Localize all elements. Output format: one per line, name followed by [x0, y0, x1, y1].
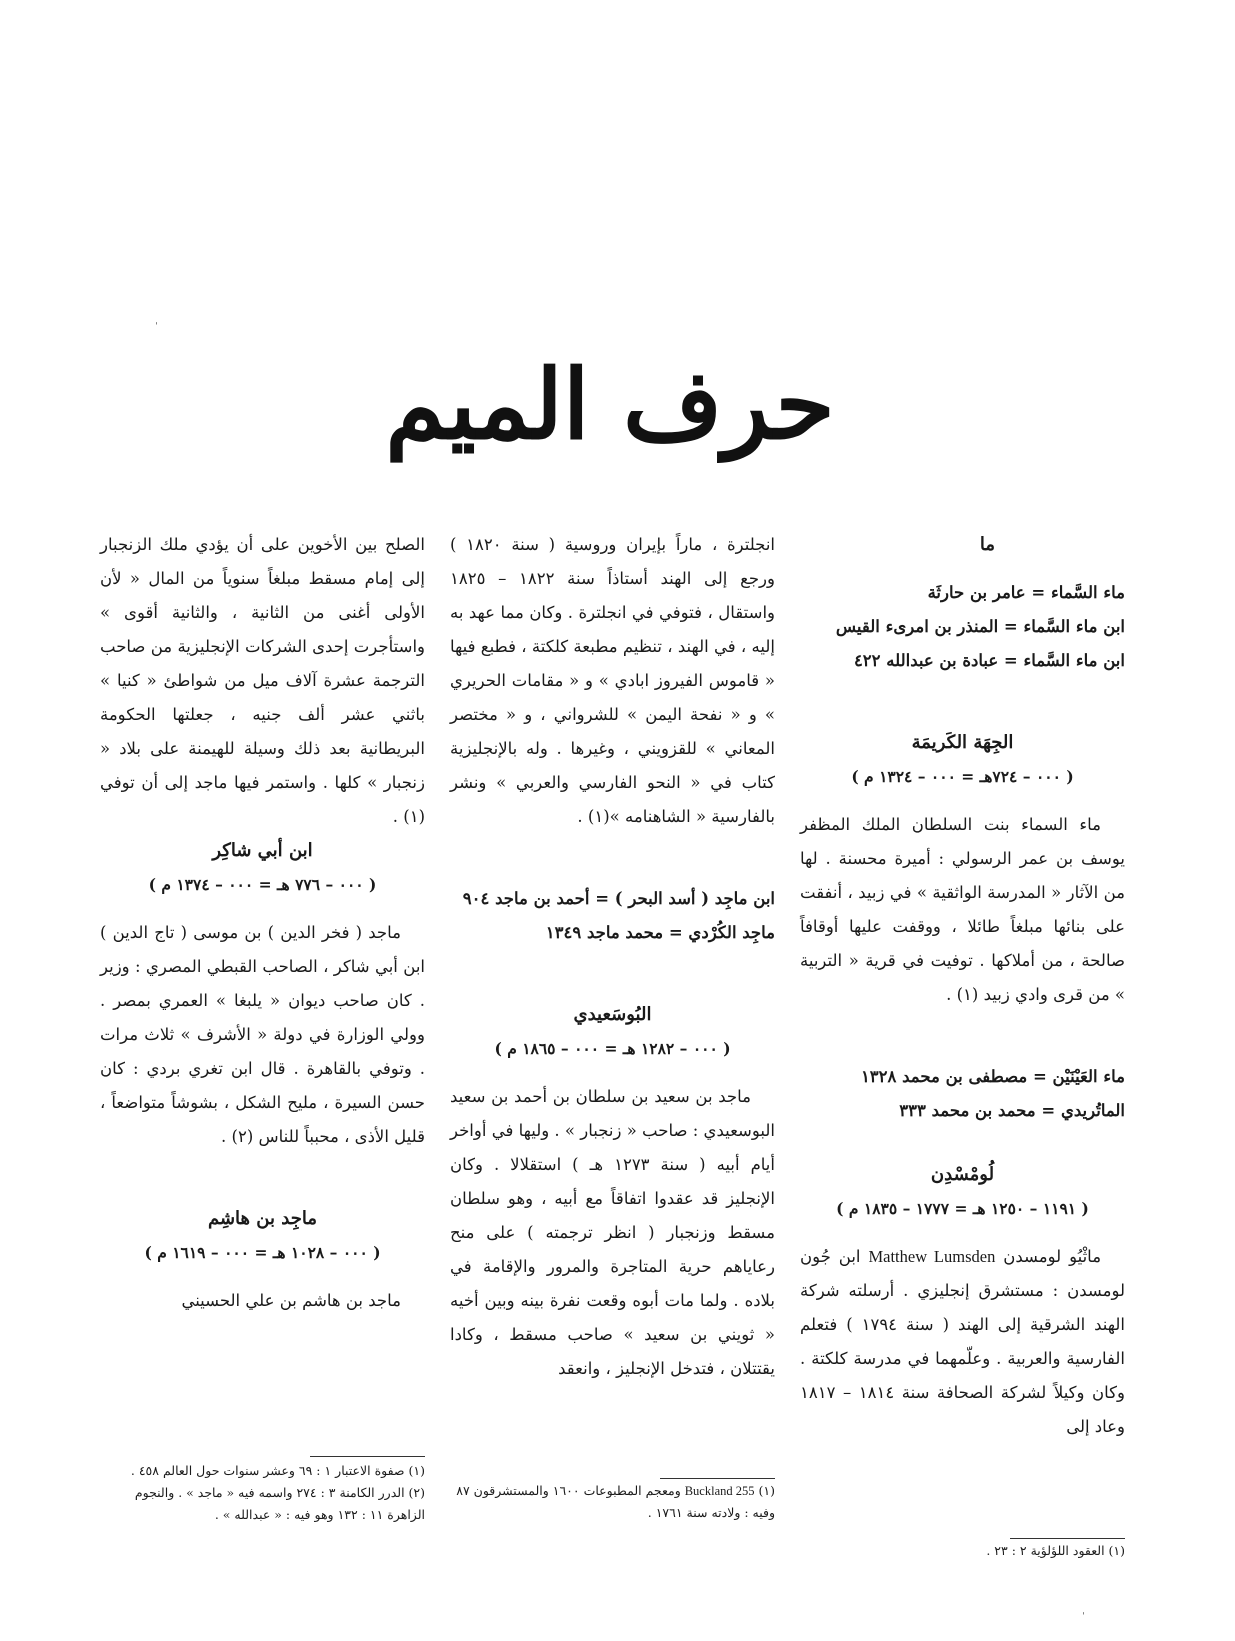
footnote-rule — [1010, 1538, 1125, 1539]
entry-heading: البُوسَعيدي — [573, 1004, 652, 1025]
cross-reference: ماجِد الكُرْدي = محمد ماجد ١٣٤٩ — [545, 923, 775, 942]
entry-body — [800, 1240, 1125, 1444]
footnote: (٢) الدرر الكامنة ٣ : ٢٧٤ واسمه فيه « ماجد » . والنجوم الزاهرة ١١ : ١٣٢ وهو فيه : « عبدالله » . — [134, 1485, 425, 1522]
margin-mark: ˈ — [1082, 1612, 1085, 1623]
footnote-rule — [660, 1478, 775, 1479]
entry-heading: لُومْسْدِن — [930, 1164, 995, 1185]
latin-name: Matthew Lumsden — [868, 1247, 996, 1266]
footnote: (١) صفوة الاعتبار ١ : ٦٩ وعشر سنوات حول العالم ٤٥٨ . — [130, 1463, 425, 1478]
cross-reference: ابن ماء السَّماء = عبادة بن عبدالله ٤٢٢ — [853, 651, 1125, 670]
entry-heading: ماجِد بن هاشِم — [208, 1208, 317, 1229]
cross-reference: ابن ماء السَّماء = المنذر بن امرىء القيس — [835, 617, 1125, 636]
column-right — [800, 528, 1125, 1444]
footnote — [450, 1480, 775, 1524]
entry-dates: ( ١١٩١ – ١٢٥٠ هـ = ١٧٧٧ – ١٨٣٥ م ) — [836, 1199, 1089, 1218]
entry-dates: ( ٠٠٠ – ٧٧٦ هـ = ٠٠٠ – ١٣٧٤ م ) — [148, 875, 377, 894]
entry-body: ماجد بن سعيد بن سلطان بن أحمد بن سعيد البوسعيدي : صاحب « زنجبار » . وليها في أواخر أيام أبيه ( سنة ١٢٧٣ هـ ) استقلالا . وكان الإنجليز قد عقدوا اتفاقاً مع أبيه ، وهو سلطان مسقط وزنجبار ( انظر ترجمته ) على منح رعاياهم حرية المتاجرة والمرور والإقامة في بلاده . ولما مات أبوه وقعت نفرة بينه وبين أخيه « ثويني بن سعيد » صاحب مسقط ، وكادا يقتتلان ، فتدخل الإنجليز ، وانعقد — [450, 1087, 775, 1378]
cross-reference: ابن ماجِد ( أسد البحر ) = أحمد بن ماجد ٩٠٤ — [462, 889, 775, 908]
footnote-number: (١) — [758, 1483, 775, 1498]
footnotes-middle — [450, 1480, 775, 1524]
margin-mark: ˈ — [155, 322, 158, 333]
cross-reference: ماء السَّماء = عامر بن حارثَة — [927, 583, 1125, 602]
entry-body: ماجد بن هاشم بن علي الحسيني — [181, 1291, 401, 1310]
entry-dates: ( ٠٠٠ – ٧٢٤هـ = ٠٠٠ – ١٣٢٤ م ) — [851, 767, 1074, 786]
entry-dates: ( ٠٠٠ – ١٠٢٨ هـ = ٠٠٠ – ١٦١٩ م ) — [144, 1243, 381, 1262]
entry-name: ماثْيُو لومسدن — [1003, 1247, 1102, 1266]
footnotes-left — [100, 1460, 425, 1526]
entry-dates: ( ٠٠٠ – ١٢٨٢ هـ = ٠٠٠ – ١٨٦٥ م ) — [494, 1039, 731, 1058]
footnote-text: ومعجم المطبوعات ١٦٠٠ والمستشرقون ٨٧ وفيه : ولادته سنة ١٧٦١ . — [456, 1483, 775, 1520]
entry-heading: ابن أبي شاكِر — [212, 840, 313, 861]
footnote: (١) العقود اللؤلؤية ٢ : ٢٣ . — [986, 1543, 1125, 1558]
section-heading: ما — [979, 534, 995, 555]
entry-body: انجلترة ، ماراً بإيران وروسية ( سنة ١٨٢٠ ) ورجع إلى الهند أستاذاً سنة ١٨٢٢ – ١٨٢٥ واستقال ، فتوفي في انجلترة . وكان مما عهد به إليه ، في الهند ، تنظيم مطبعة كلكتة ، فطبع فيها « قاموس الفيروز ابادي » و « مقامات الحريري » و « نفحة اليمن » للشرواني ، و « مختصر المعاني » للقزويني ، وغيرها . وله بالإنجليزية كتاب في « النحو الفارسي والعربي » ونشر بالفارسية « الشاهنامه »(١) . — [450, 535, 775, 826]
chapter-title: حرف الميم — [385, 348, 835, 461]
entry-body: ماء السماء بنت السلطان الملك المظفر يوسف بن عمر الرسولي : أميرة محسنة . لها من الآثار « المدرسة الواثقية » في زبيد ، أنفقت على بنائها مبلغاً طائلا ، ووقفت عليها أوقافاً صالحة ، من أملاكها . توفيت في قرية « التربية » من قرى وادي زبيد (١) . — [800, 815, 1125, 1004]
entry-heading: الجِهَة الكَريمَة — [911, 732, 1014, 753]
entry-body: الصلح بين الأخوين على أن يؤدي ملك الزنجبار إلى إمام مسقط مبلغاً سنوياً من المال « لأن الأولى أغنى من الثانية ، والثانية أقوى » واستأجرت إحدى الشركات الإنجليزية من صاحب الترجمة عشرة آلاف ميل من شواطئ « كنيا » باثني عشر ألف جنيه ، جعلتها الحكومة البريطانية بعد ذلك وسيلة للهيمنة على بلاد « زنجبار » كلها . واستمر فيها ماجد إلى أن توفي (١) . — [100, 535, 425, 826]
cross-reference: الماتُريدي = محمد بن محمد ٣٣٣ — [899, 1101, 1125, 1120]
column-left — [100, 528, 425, 1318]
column-middle — [450, 528, 775, 1386]
cross-reference: ماء العَيْنَيْن = مصطفى بن محمد ١٣٢٨ — [860, 1067, 1125, 1086]
footnotes-right — [800, 1540, 1125, 1562]
entry-text: ابن جُون لومسدن : مستشرق إنجليزي . أرسلته شركة الهند الشرقية إلى الهند ( سنة ١٧٩٤ ) فتعلم الفارسية والعربية . وعلّمهما في مدرسة كلكتة . وكان وكيلاً لشركة الصحافة سنة ١٨١٤ – ١٨١٧ وعاد إلى — [800, 1247, 1125, 1436]
footnote-rule — [310, 1456, 425, 1457]
latin-citation: Buckland 255 — [684, 1484, 755, 1498]
entry-body: ماجد ( فخر الدين ) بن موسى ( تاج الدين ) ابن أبي شاكر ، الصاحب القبطي المصري : وزير . كان صاحب ديوان « يلبغا » العمري بمصر . وولي الوزارة في دولة « الأشرف » ثلاث مرات . وتوفي بالقاهرة . قال ابن تغري بردي : كان حسن السيرة ، مليح الشكل ، بشوشاً متواضعاً ، قليل الأذى ، محبباً للناس (٢) . — [100, 923, 425, 1146]
